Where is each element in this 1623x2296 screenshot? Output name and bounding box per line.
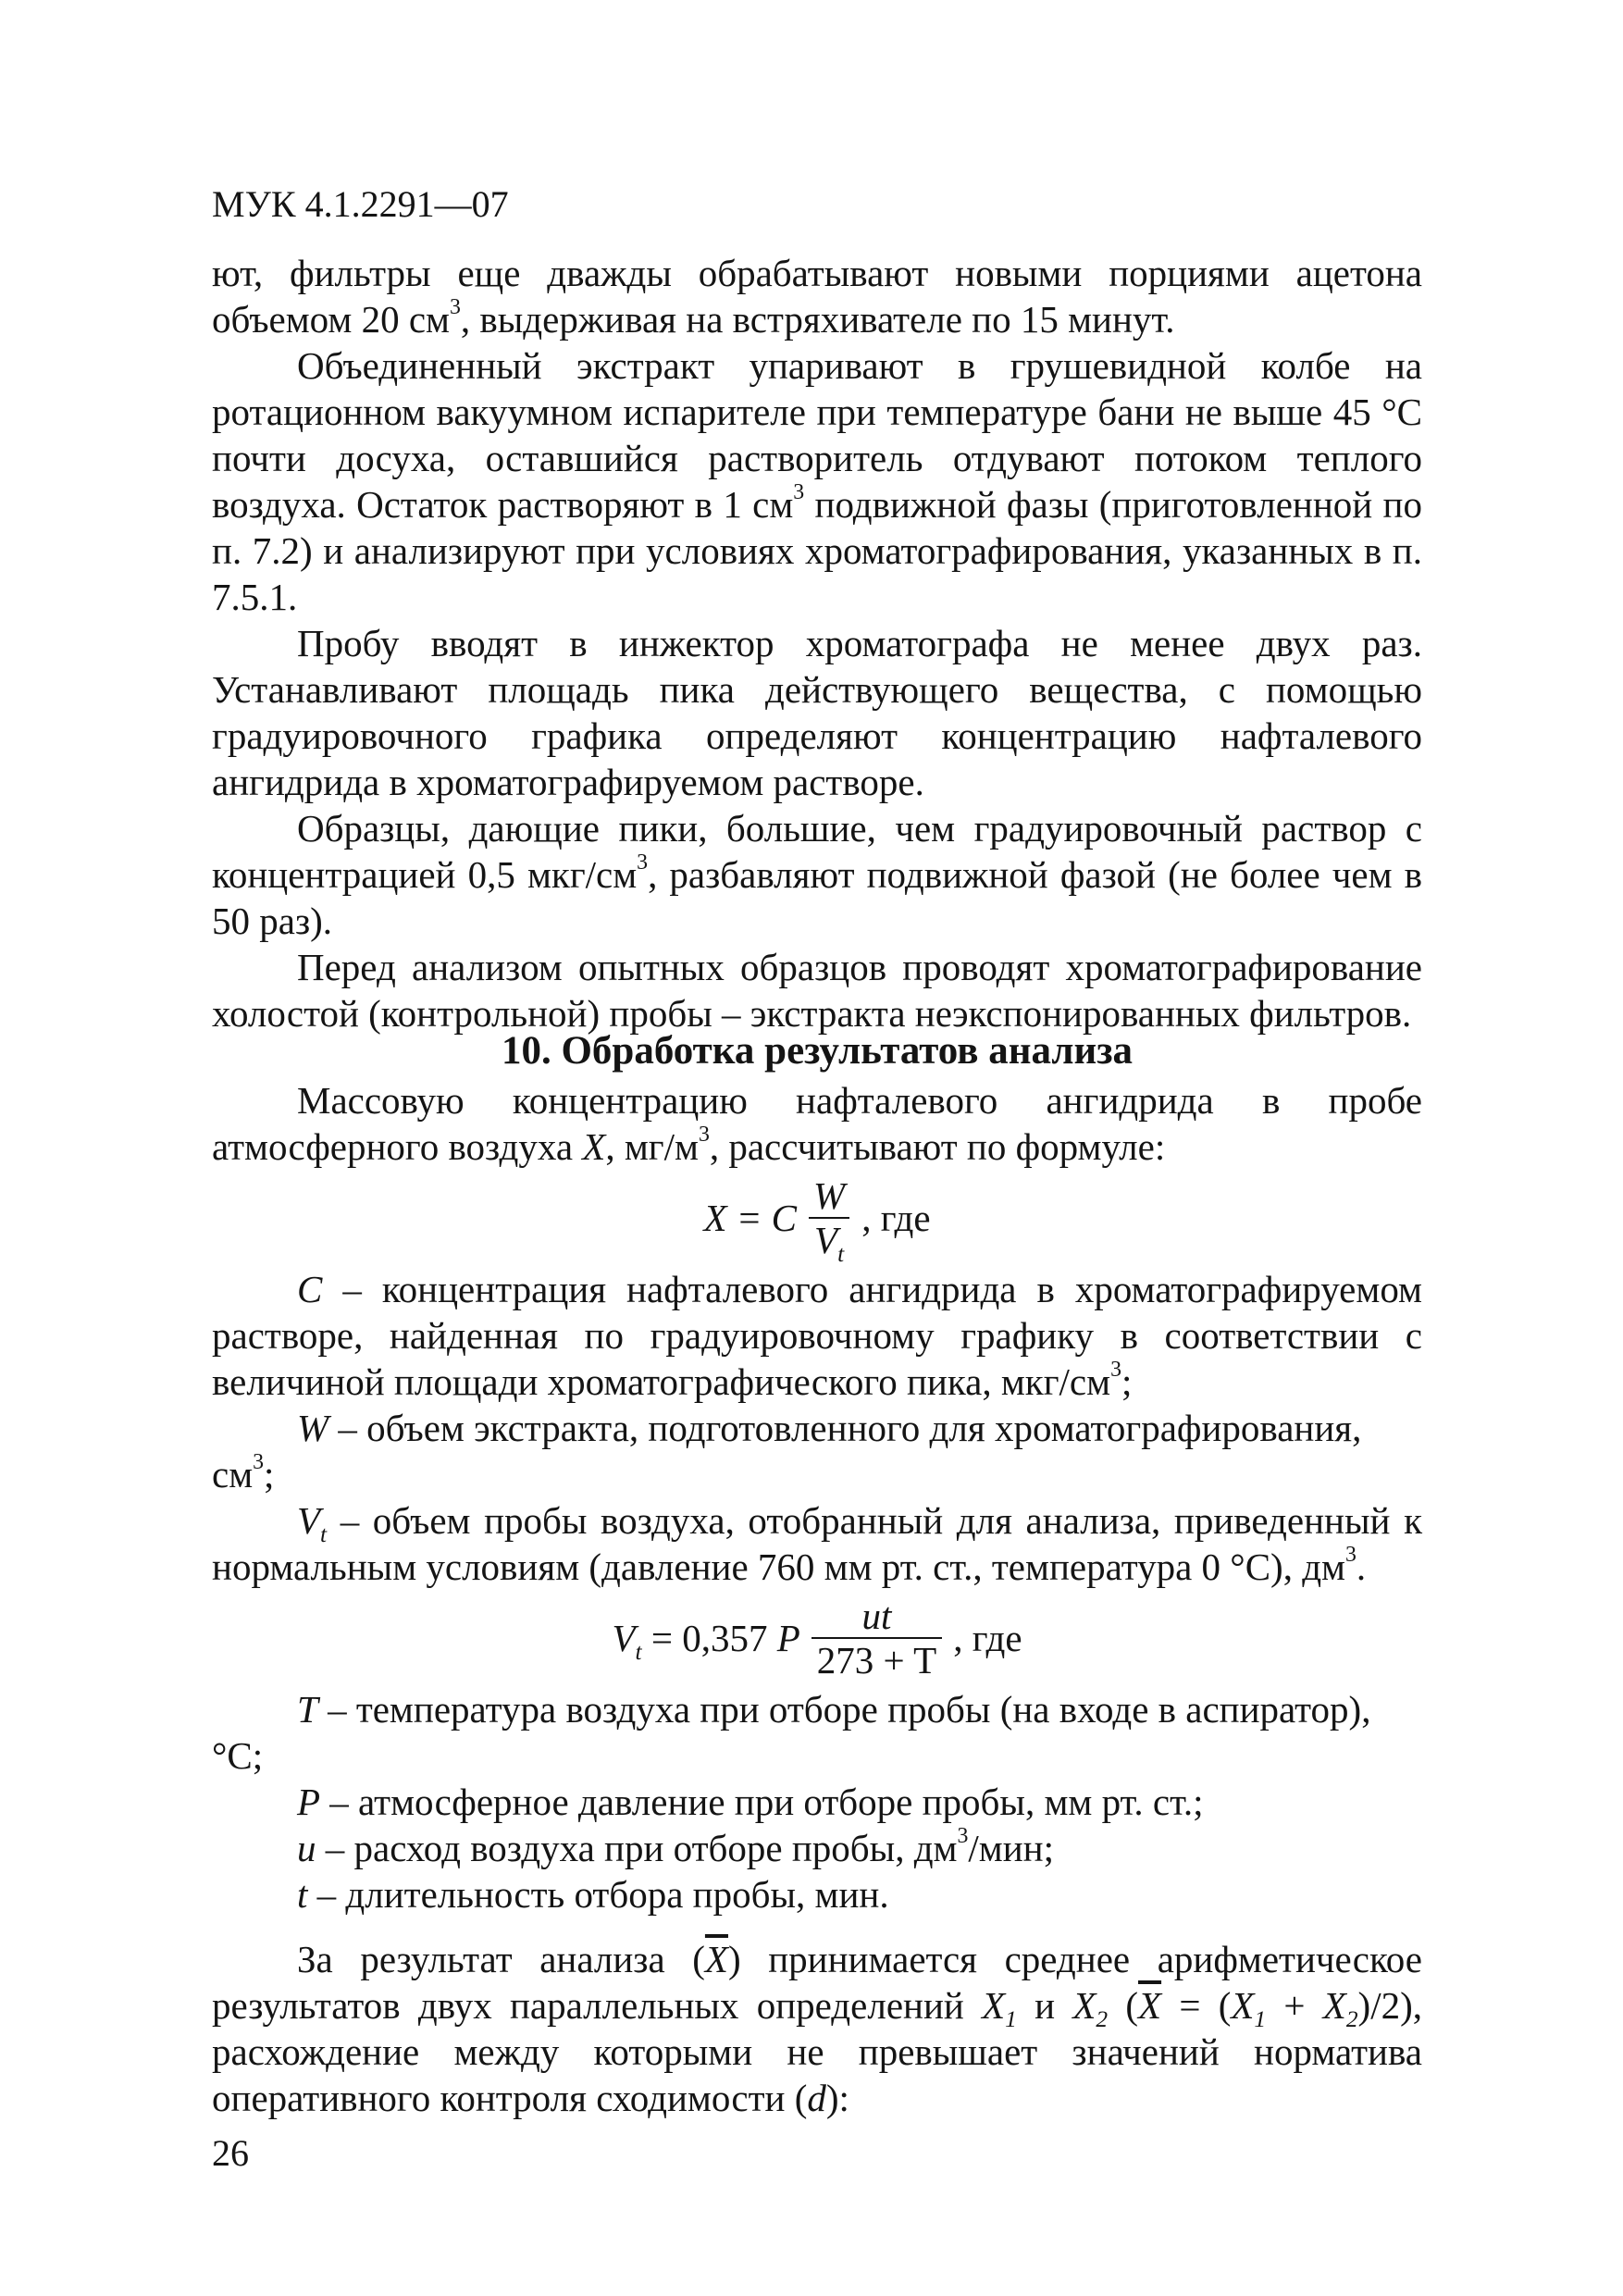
fraction: $\frac{W}{V_t}$: [808, 1174, 850, 1261]
section-heading: 10. Обработка результатов анализа: [501, 1029, 1134, 1073]
paragraph-dilution: Образцы, дающие пики, большие, чем градуировочный раствор с концентрацией 0,5 мкг/$см^3$, разбавляют подвижной фазой (не более чем в 50 раз).: [212, 807, 1422, 942]
section-10: [212, 1025, 1422, 2121]
definition-w: W – объем экстракта, подготовленного для хроматографирования, $см^3$;: [212, 1407, 1362, 1496]
definition-c: C – концентрация нафталевого ангидрида в хроматографируемом растворе, найденная по градуировочному графику в соответствии с величиной площади хроматографического пика, мкг/$см^3$;: [212, 1268, 1422, 1403]
formula-air-volume: $V_t = 0,357$ P $\frac{ut}{273 + T}$ , где: [612, 1595, 1022, 1682]
formula-concentration: X = C $\frac{W}{V_t}$ , где: [703, 1174, 931, 1267]
definition-t-temperature: T – температура воздуха при отборе пробы (на входе в аспиратор), °С;: [212, 1688, 1371, 1777]
paragraph-evaporation: Объединенный экстракт упаривают в грушевидной колбе на ротационном вакуумном испарителе при температуре бани не выше 45 °С почти досуха, оставшийся растворитель отдувают потоком теплого воздуха. Остаток растворяют в 1 $см^3$ подвижной фазы (приготовленной по п. 7.2) и анализируют при условиях хроматографирования, указанных в п. 7.5.1.: [212, 344, 1422, 618]
definition-t-duration: t – длительность отбора пробы, мин.: [297, 1873, 889, 1916]
definition-p: P – атмосферное давление при отборе пробы, мм рт. ст.;: [297, 1781, 1204, 1823]
paragraph-continuation: ют, фильтры еще дважды обрабатывают новыми порциями ацетона объемом 20 $см^3$, выдерживая на встряхивателе по 15 минут.: [212, 252, 1422, 341]
paragraph-result: За результат анализа $(\overline{X})$ принимается среднее арифметическое результатов двух параллельных определений $X_1$ и $X_2$ $(\overline{X} = (X_1 + X_2)/2)$, расхождение между которыми не превышает значений норматива оперативного контроля сходимости (d):: [212, 1938, 1422, 2119]
definition-vt: $V_t$ – объем пробы воздуха, отобранный для анализа, приведенный к нормальным условиям (давление 760 мм рт. ст., температура 0 °С), $дм^3$.: [212, 1499, 1422, 1588]
paragraph-formula-intro: Массовую концентрацию нафталевого ангидрида в пробе атмосферного воздуха X, $мг/м^3$, рассчитывают по формуле:: [212, 1079, 1422, 1168]
fraction: $\frac{ut}{273 + T}$: [812, 1595, 942, 1682]
body-text-top: [212, 250, 1422, 1036]
page-number: 26: [212, 2132, 249, 2174]
definition-u: u – расход воздуха при отборе пробы, $дм^3$/мин;: [297, 1823, 1055, 1869]
paragraph-injection: Пробу вводят в инжектор хроматографа не менее двух раз. Устанавливают площадь пика действующего вещества, с помощью градуировочного графика определяют концентрацию нафталевого ангидрида в хроматографируемом растворе.: [212, 622, 1422, 803]
running-header: МУК 4.1.2291—07: [212, 183, 509, 225]
paragraph-blank-sample: Перед анализом опытных образцов проводят хроматографирование холостой (контрольной) пробы – экстракта неэкспонированных фильтров.: [212, 946, 1422, 1035]
